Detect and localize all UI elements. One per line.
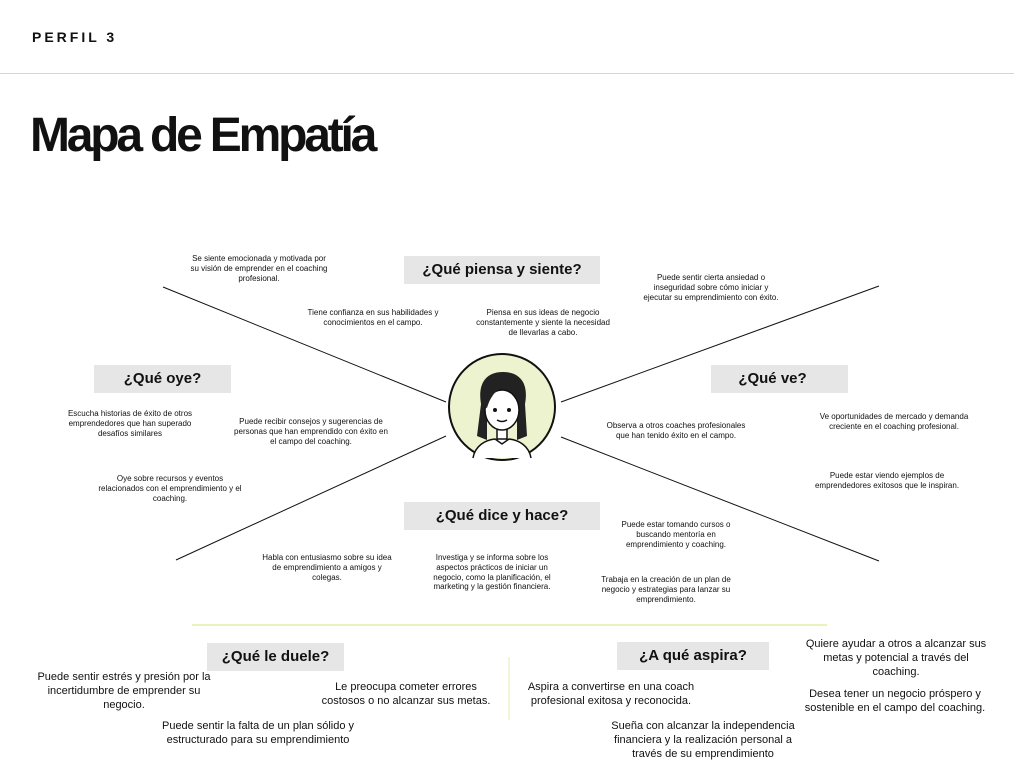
section-label-aspira: ¿A qué aspira? bbox=[617, 642, 769, 670]
note-piensa-4: Puede sentir cierta ansiedad o inseguridad sobre cómo iniciar y ejecutar su emprendimiento con éxito. bbox=[643, 273, 779, 302]
note-duele-2: Le preocupa cometer errores costosos o no alcanzar sus metas. bbox=[321, 681, 491, 707]
note-dice-2: Investiga y se informa sobre los aspectos prácticos de iniciar un negocio, como la planificación, el marketing y la gestión financiera. bbox=[433, 553, 551, 592]
woman-avatar-icon bbox=[447, 352, 557, 462]
note-aspira-2: Sueña con alcanzar la independencia financiera y la realización personal a través de su emprendimiento bbox=[611, 720, 795, 760]
note-piensa-3: Piensa en sus ideas de negocio constantemente y siente la necesidad de llevarlas a cabo. bbox=[476, 308, 610, 337]
note-aspira-4: Desea tener un negocio próspero y sostenible en el campo del coaching. bbox=[804, 688, 986, 714]
section-label-ve: ¿Qué ve? bbox=[711, 365, 848, 393]
note-oye-3: Oye sobre recursos y eventos relacionados con el emprendimiento y el coaching. bbox=[98, 474, 242, 503]
note-ve-1: Observa a otros coaches profesionales que han tenido éxito en el campo. bbox=[606, 421, 746, 440]
note-piensa-2: Tiene confianza en sus habilidades y conocimientos en el campo. bbox=[307, 308, 439, 327]
note-duele-3: Puede sentir la falta de un plan sólido y estructurado para su emprendimiento bbox=[161, 720, 355, 746]
avatar bbox=[447, 352, 557, 462]
page-title: Mapa de Empatía bbox=[30, 109, 375, 162]
section-label-oye: ¿Qué oye? bbox=[94, 365, 231, 393]
note-duele-1: Puede sentir estrés y presión por la incertidumbre de emprender su negocio. bbox=[37, 671, 211, 711]
section-label-duele: ¿Qué le duele? bbox=[207, 643, 344, 671]
note-dice-3: Puede estar tomando cursos o buscando mentoría en emprendimiento y coaching. bbox=[621, 520, 731, 549]
note-ve-3: Puede estar viendo ejemplos de emprendedores exitosos que le inspiran. bbox=[814, 471, 960, 490]
section-label-dice: ¿Qué dice y hace? bbox=[404, 502, 600, 530]
section-label-piensa: ¿Qué piensa y siente? bbox=[404, 256, 600, 284]
note-dice-4: Trabaja en la creación de un plan de negocio y estrategias para lanzar su emprendimiento. bbox=[601, 575, 731, 604]
note-oye-1: Escucha historias de éxito de otros emprendedores que han superado desafíos similares bbox=[67, 409, 193, 438]
profile-label: PERFIL 3 bbox=[32, 29, 118, 45]
note-oye-2: Puede recibir consejos y sugerencias de personas que han emprendido con éxito en el campo del coaching. bbox=[234, 417, 388, 446]
note-dice-1: Habla con entusiasmo sobre su idea de emprendimiento a amigos y colegas. bbox=[262, 553, 392, 582]
note-aspira-3: Quiere ayudar a otros a alcanzar sus metas y potencial a través del coaching. bbox=[805, 638, 987, 678]
note-ve-2: Ve oportunidades de mercado y demanda creciente en el coaching profesional. bbox=[819, 412, 969, 431]
note-aspira-1: Aspira a convertirse en una coach profesional exitosa y reconocida. bbox=[527, 681, 695, 707]
note-piensa-1: Se siente emocionada y motivada por su visión de emprender en el coaching profesional. bbox=[190, 254, 328, 283]
